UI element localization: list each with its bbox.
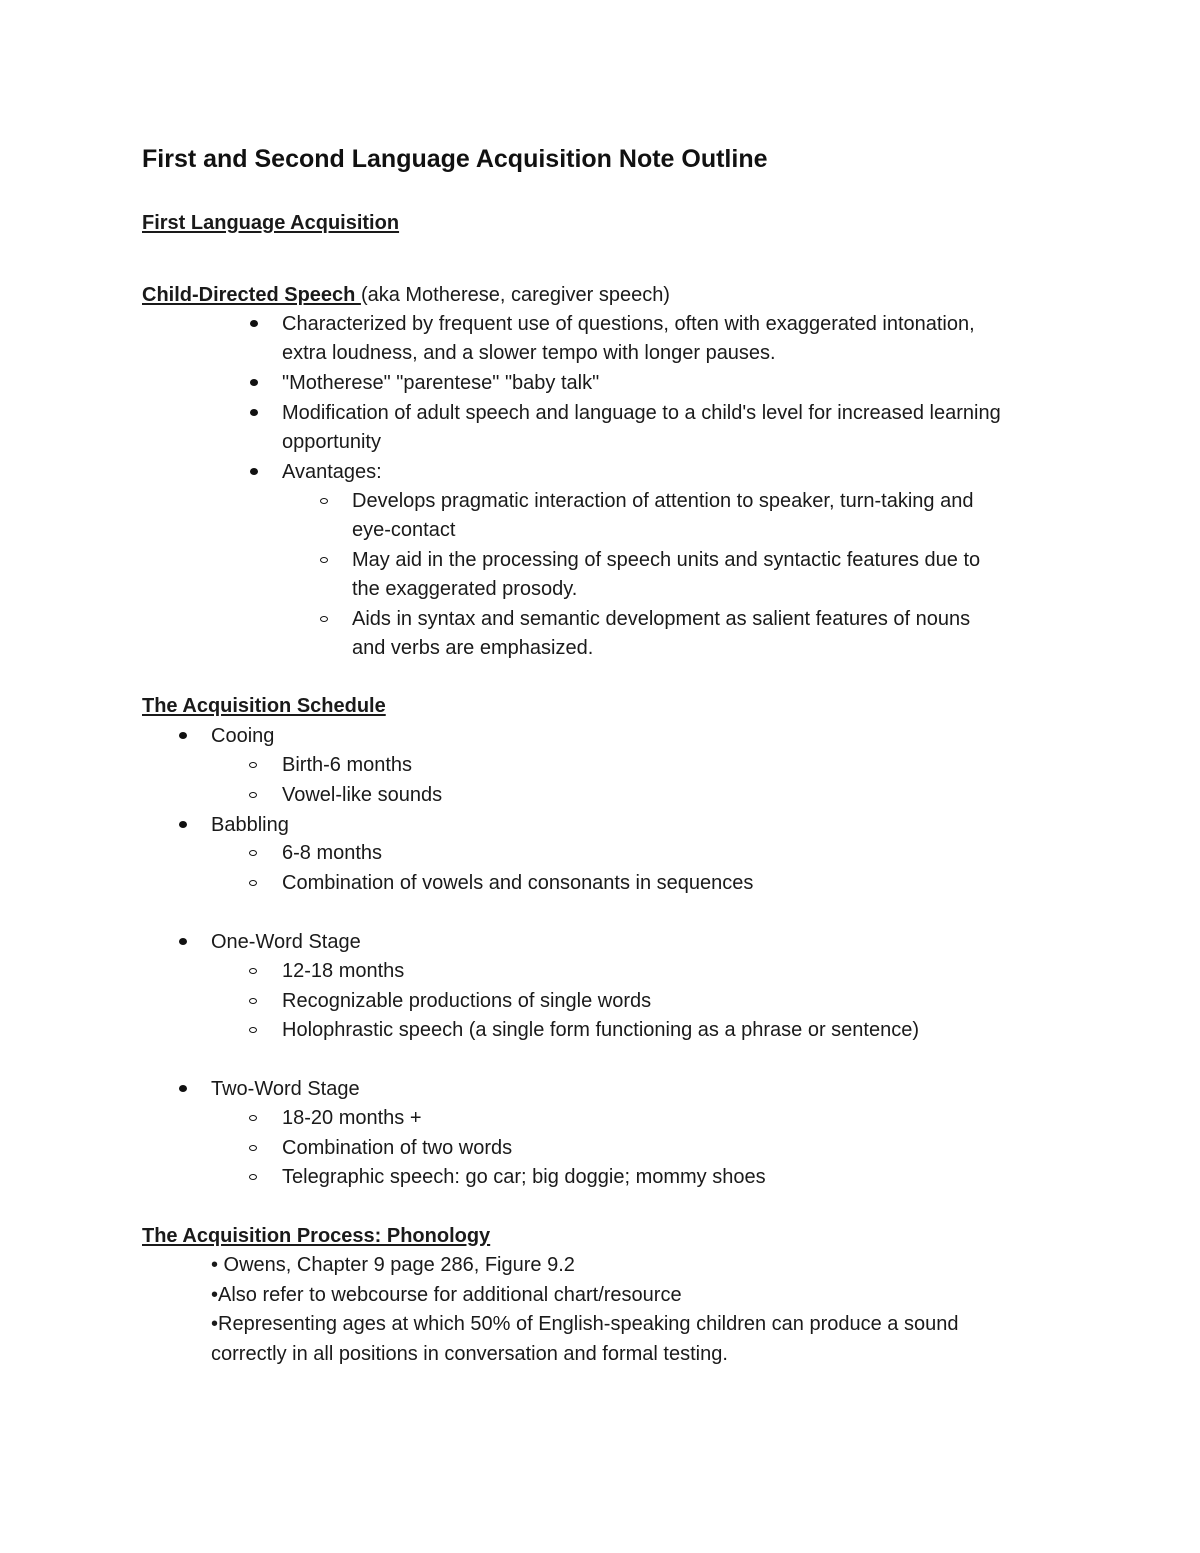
sub-list-item-continuation: and verbs are emphasized.: [352, 637, 594, 659]
process-line: •Representing ages at which 50% of English-speaking children can produce a sound: [211, 1313, 959, 1335]
sub-bullet-icon: [249, 968, 257, 974]
sub-bullet-icon: [249, 1115, 257, 1121]
sub-bullet-icon: [249, 792, 257, 798]
stage-name: One-Word Stage: [211, 931, 361, 953]
bullet-icon: [179, 938, 187, 945]
schedule-heading: The Acquisition Schedule: [142, 695, 386, 717]
sub-bullet-icon: [249, 762, 257, 768]
sub-bullet-icon: [249, 998, 257, 1004]
stage-detail: Combination of two words: [282, 1137, 513, 1159]
list-item: "Motherese" "parentese" "baby talk": [282, 372, 600, 394]
stage-detail: Recognizable productions of single words: [282, 990, 652, 1012]
child-directed-heading-suffix: (aka Motherese, caregiver speech): [360, 284, 670, 306]
section-heading-first-language: First Language Acquisition: [142, 212, 400, 234]
stage-detail: Combination of vowels and consonants in sequences: [282, 872, 754, 894]
document-title: First and Second Language Acquisition Note Outline: [142, 145, 768, 173]
stage-detail: Vowel-like sounds: [282, 784, 443, 806]
sub-list-item: Aids in syntax and semantic development as salient features of nouns: [352, 608, 971, 630]
list-item: Modification of adult speech and language to a child's level for increased learning: [282, 402, 1001, 424]
sub-bullet-icon: [249, 880, 257, 886]
process-line: •Also refer to webcourse for additional chart/resource: [211, 1284, 682, 1306]
sub-bullet-icon: [320, 616, 328, 622]
stage-detail: 6-8 months: [282, 842, 383, 864]
stage-name: Cooing: [211, 725, 275, 747]
sub-bullet-icon: [249, 1145, 257, 1151]
bullet-icon: [179, 1085, 187, 1092]
sub-list-item: May aid in the processing of speech units and syntactic features due to: [352, 549, 981, 571]
sub-bullet-icon: [320, 498, 328, 504]
sub-bullet-icon: [320, 557, 328, 563]
list-item: Avantages:: [282, 461, 382, 483]
stage-name: Babbling: [211, 814, 289, 836]
sub-list-item: Develops pragmatic interaction of attention to speaker, turn-taking and: [352, 490, 974, 512]
bullet-icon: [250, 468, 258, 475]
stage-detail: Telegraphic speech: go car; big doggie; mommy shoes: [282, 1166, 766, 1188]
bullet-icon: [179, 732, 187, 739]
stage-detail: 18-20 months +: [282, 1107, 422, 1129]
sub-bullet-icon: [249, 1027, 257, 1033]
child-directed-heading: Child-Directed Speech: [142, 284, 361, 306]
stage-detail: 12-18 months: [282, 960, 405, 982]
stage-name: Two-Word Stage: [211, 1078, 360, 1100]
list-item-continuation: opportunity: [282, 431, 381, 453]
stage-detail: Birth-6 months: [282, 754, 413, 776]
process-line: correctly in all positions in conversation and formal testing.: [211, 1343, 728, 1365]
list-item-continuation: extra loudness, and a slower tempo with longer pauses.: [282, 342, 776, 364]
stage-detail: Holophrastic speech (a single form functioning as a phrase or sentence): [282, 1019, 920, 1041]
process-line: • Owens, Chapter 9 page 286, Figure 9.2: [211, 1254, 575, 1276]
list-item: Characterized by frequent use of questions, often with exaggerated intonation,: [282, 313, 975, 335]
bullet-icon: [179, 821, 187, 828]
sub-bullet-icon: [249, 850, 257, 856]
child-directed-heading-line: [142, 280, 670, 310]
process-heading: The Acquisition Process: Phonology: [142, 1225, 491, 1247]
sub-list-item-continuation: eye-contact: [352, 519, 456, 541]
bullet-icon: [250, 320, 258, 327]
sub-bullet-icon: [249, 1174, 257, 1180]
bullet-icon: [250, 379, 258, 386]
sub-list-item-continuation: the exaggerated prosody.: [352, 578, 578, 600]
bullet-icon: [250, 409, 258, 416]
